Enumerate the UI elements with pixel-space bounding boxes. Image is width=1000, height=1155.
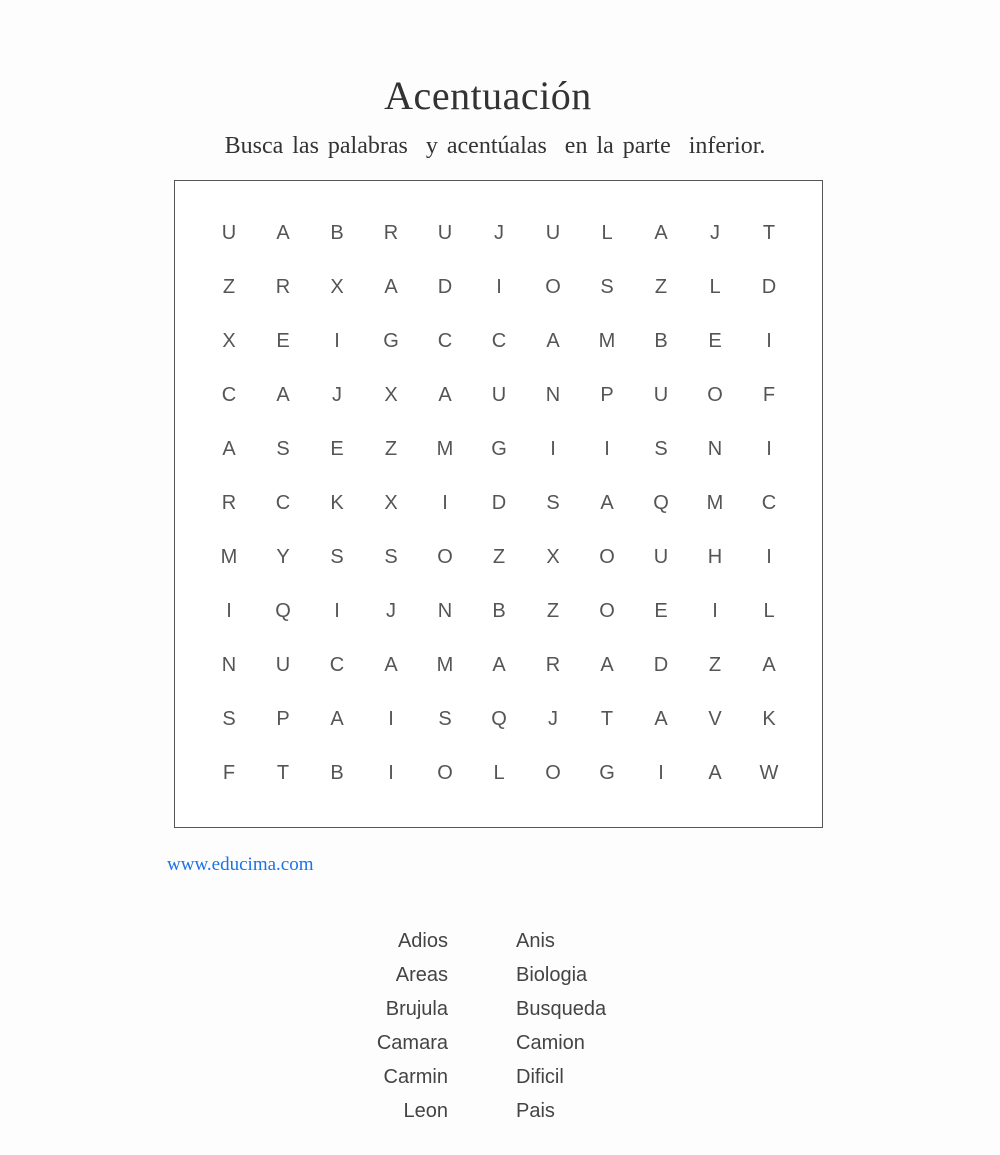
- grid-cell[interactable]: A: [384, 653, 398, 676]
- grid-cell[interactable]: L: [493, 761, 505, 784]
- word-item: Carmin: [383, 1066, 448, 1088]
- grid-cell[interactable]: D: [491, 491, 507, 514]
- grid-cell[interactable]: S: [384, 545, 398, 568]
- grid-cell[interactable]: X: [384, 383, 398, 406]
- grid-cell[interactable]: S: [438, 707, 452, 730]
- grid-cell[interactable]: Z: [384, 437, 398, 460]
- grid-cell[interactable]: S: [600, 275, 614, 298]
- grid-cell[interactable]: W: [759, 761, 779, 784]
- grid-cell[interactable]: T: [600, 707, 614, 730]
- grid-cell[interactable]: C: [275, 491, 291, 514]
- grid-cell[interactable]: A: [654, 221, 668, 244]
- word-item: Anis: [516, 930, 555, 952]
- grid-cell[interactable]: C: [491, 329, 507, 352]
- grid-cell[interactable]: E: [654, 599, 668, 622]
- grid-cell[interactable]: B: [654, 329, 668, 352]
- grid-cell[interactable]: K: [762, 707, 776, 730]
- word-item: Areas: [395, 964, 448, 986]
- grid-cell[interactable]: J: [548, 707, 558, 730]
- grid-cell[interactable]: M: [436, 437, 454, 460]
- grid-cell[interactable]: O: [545, 275, 561, 298]
- grid-cell[interactable]: U: [221, 221, 237, 244]
- word-item: Biologia: [516, 964, 588, 986]
- word-item: Leon: [403, 1100, 448, 1122]
- grid-cell[interactable]: S: [276, 437, 290, 460]
- grid-cell[interactable]: T: [276, 761, 290, 784]
- grid-cell[interactable]: Z: [222, 275, 236, 298]
- grid-cell[interactable]: X: [546, 545, 560, 568]
- grid-cell[interactable]: U: [653, 545, 669, 568]
- word-list-right: [516, 926, 716, 1130]
- grid-cell[interactable]: D: [653, 653, 669, 676]
- grid-cell[interactable]: Q: [491, 707, 507, 730]
- grid-cell[interactable]: I: [712, 599, 718, 622]
- grid-cell[interactable]: G: [383, 329, 399, 352]
- grid-cell[interactable]: J: [332, 383, 342, 406]
- grid-cell[interactable]: Y: [276, 545, 290, 568]
- grid-cell[interactable]: S: [222, 707, 236, 730]
- grid-cell[interactable]: S: [654, 437, 668, 460]
- word-item: Pais: [516, 1100, 555, 1122]
- grid-cell[interactable]: Z: [654, 275, 668, 298]
- grid-cell[interactable]: X: [384, 491, 398, 514]
- grid-cell[interactable]: I: [388, 707, 394, 730]
- grid-cell[interactable]: N: [221, 653, 237, 676]
- grid-cell[interactable]: H: [707, 545, 723, 568]
- educima-link[interactable]: www.educima.com: [167, 854, 314, 875]
- grid-cell[interactable]: A: [546, 329, 560, 352]
- grid-cell[interactable]: S: [546, 491, 560, 514]
- grid-cell[interactable]: C: [761, 491, 777, 514]
- grid-cell[interactable]: G: [491, 437, 507, 460]
- grid-cell[interactable]: B: [492, 599, 506, 622]
- grid-cell[interactable]: E: [708, 329, 722, 352]
- grid-cell[interactable]: M: [706, 491, 724, 514]
- grid-cell[interactable]: I: [766, 545, 772, 568]
- grid-cell[interactable]: Z: [708, 653, 722, 676]
- grid-cell[interactable]: R: [545, 653, 561, 676]
- grid-cell[interactable]: L: [709, 275, 721, 298]
- grid-cell[interactable]: A: [384, 275, 398, 298]
- grid-cell[interactable]: Q: [275, 599, 291, 622]
- grid-cell[interactable]: N: [437, 599, 453, 622]
- grid-cell[interactable]: I: [604, 437, 610, 460]
- grid-cell[interactable]: N: [707, 437, 723, 460]
- grid-cell[interactable]: O: [599, 599, 615, 622]
- grid-cell[interactable]: S: [330, 545, 344, 568]
- grid-cell[interactable]: U: [437, 221, 453, 244]
- word-list-left: [300, 926, 448, 1130]
- grid-cell[interactable]: O: [599, 545, 615, 568]
- word-item: Brujula: [385, 998, 448, 1020]
- grid-cell[interactable]: X: [330, 275, 344, 298]
- grid-cell[interactable]: R: [221, 491, 237, 514]
- grid-cell[interactable]: A: [276, 383, 290, 406]
- grid-cell[interactable]: J: [710, 221, 720, 244]
- grid-cell[interactable]: F: [762, 383, 776, 406]
- grid-cell[interactable]: X: [222, 329, 236, 352]
- grid-cell[interactable]: A: [708, 761, 722, 784]
- grid-cell[interactable]: I: [658, 761, 664, 784]
- grid-cell[interactable]: A: [330, 707, 344, 730]
- grid-cell[interactable]: A: [438, 383, 452, 406]
- grid-cell[interactable]: A: [762, 653, 776, 676]
- word-item: Camara: [376, 1032, 448, 1054]
- grid-cell[interactable]: Z: [546, 599, 560, 622]
- grid-cell[interactable]: K: [330, 491, 344, 514]
- grid-cell[interactable]: M: [220, 545, 238, 568]
- letter-grid: [202, 206, 796, 800]
- grid-cell[interactable]: B: [330, 221, 344, 244]
- grid-cell[interactable]: I: [226, 599, 232, 622]
- grid-cell[interactable]: U: [275, 653, 291, 676]
- grid-cell[interactable]: A: [276, 221, 290, 244]
- grid-cell[interactable]: B: [330, 761, 344, 784]
- grid-cell[interactable]: J: [386, 599, 396, 622]
- grid-cell[interactable]: E: [330, 437, 344, 460]
- grid-cell[interactable]: I: [550, 437, 556, 460]
- grid-cell[interactable]: L: [763, 599, 775, 622]
- grid-cell[interactable]: L: [601, 221, 613, 244]
- word-item: Camion: [516, 1032, 585, 1054]
- instructions: Busca las palabras y acentúalas en la parte inferior.: [224, 133, 766, 159]
- grid-cell[interactable]: A: [600, 653, 614, 676]
- grid-cell[interactable]: G: [599, 761, 615, 784]
- grid-cell[interactable]: P: [276, 707, 290, 730]
- grid-cell[interactable]: O: [707, 383, 723, 406]
- grid-cell[interactable]: C: [437, 329, 453, 352]
- word-item: Busqueda: [516, 998, 607, 1020]
- grid-cell[interactable]: P: [600, 383, 614, 406]
- grid-cell[interactable]: M: [436, 653, 454, 676]
- grid-cell[interactable]: C: [329, 653, 345, 676]
- grid-cell[interactable]: R: [383, 221, 399, 244]
- grid-cell[interactable]: D: [761, 275, 777, 298]
- grid-cell[interactable]: A: [222, 437, 236, 460]
- grid-cell[interactable]: Z: [492, 545, 506, 568]
- grid-cell[interactable]: N: [545, 383, 561, 406]
- grid-cell[interactable]: I: [388, 761, 394, 784]
- grid-cell[interactable]: I: [334, 599, 340, 622]
- grid-cell[interactable]: U: [545, 221, 561, 244]
- grid-cell[interactable]: M: [598, 329, 616, 352]
- grid-cell[interactable]: I: [766, 437, 772, 460]
- grid-cell[interactable]: F: [222, 761, 236, 784]
- grid-cell[interactable]: U: [653, 383, 669, 406]
- grid-cell[interactable]: J: [494, 221, 504, 244]
- grid-cell[interactable]: E: [276, 329, 290, 352]
- grid-cell[interactable]: U: [491, 383, 507, 406]
- word-item: Dificil: [516, 1066, 564, 1088]
- grid-cell[interactable]: O: [437, 761, 453, 784]
- grid-cell[interactable]: Q: [653, 491, 669, 514]
- grid-cell[interactable]: O: [545, 761, 561, 784]
- grid-cell[interactable]: I: [334, 329, 340, 352]
- grid-cell[interactable]: V: [708, 707, 722, 730]
- grid-cell[interactable]: A: [492, 653, 506, 676]
- grid-cell[interactable]: R: [275, 275, 291, 298]
- grid-cell[interactable]: I: [496, 275, 502, 298]
- grid-cell[interactable]: I: [442, 491, 448, 514]
- grid-cell[interactable]: D: [437, 275, 453, 298]
- grid-cell[interactable]: A: [654, 707, 668, 730]
- grid-cell[interactable]: O: [437, 545, 453, 568]
- grid-cell[interactable]: T: [762, 221, 776, 244]
- grid-cell[interactable]: I: [766, 329, 772, 352]
- grid-cell[interactable]: C: [221, 383, 237, 406]
- word-item: Adios: [397, 930, 448, 952]
- grid-cell[interactable]: A: [600, 491, 614, 514]
- page-title: Acentuación: [384, 73, 592, 118]
